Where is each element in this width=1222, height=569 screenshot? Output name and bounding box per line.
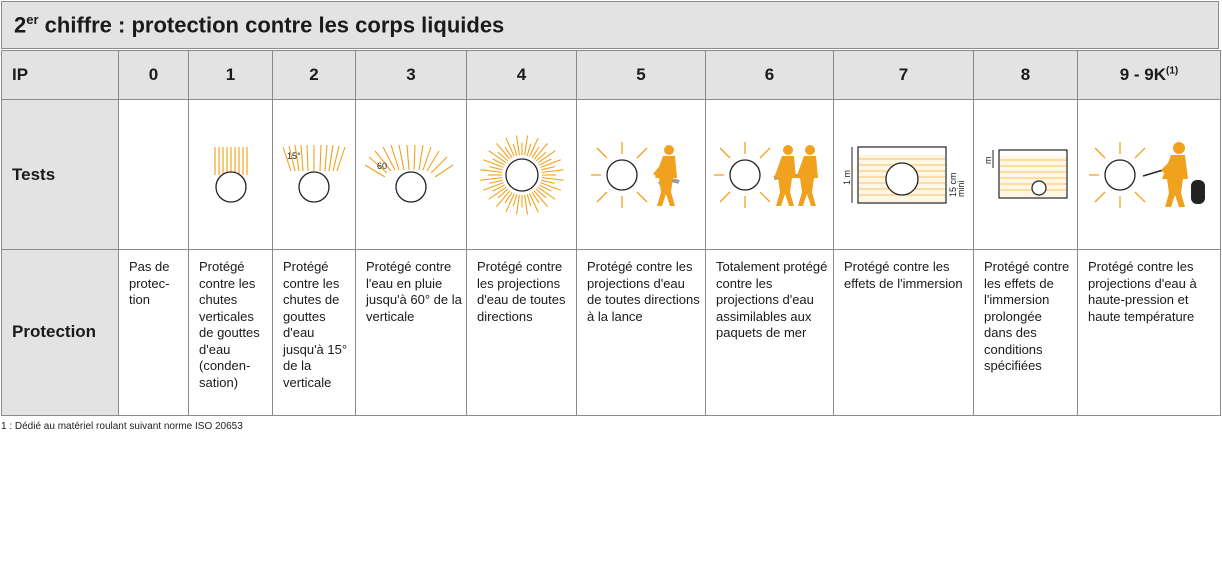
- protection-8: [974, 250, 1078, 416]
- protection-8-text: Protégé contre les effets de l'immersion prolongée dans des conditions spécifiées: [984, 259, 1070, 373]
- ip-label: IP: [2, 51, 119, 100]
- level-7: 7: [834, 51, 974, 100]
- protection-5-text: Protégé contre les projections d'eau de toutes directions à la lance: [587, 259, 700, 324]
- level-8: 8: [974, 51, 1078, 100]
- protection-row: [2, 250, 1221, 416]
- protection-4: [467, 250, 577, 416]
- splash-ray: [483, 159, 503, 167]
- test-2-cell: [273, 100, 356, 250]
- protection-5: [577, 250, 706, 416]
- protection-3: [356, 250, 467, 416]
- protection-0: [119, 250, 189, 416]
- level-2: 2: [273, 51, 356, 100]
- level-9: [1078, 51, 1221, 100]
- level-9-sup: (1): [1166, 65, 1179, 77]
- protection-4-text: Protégé contre les projections d'eau de toutes directions: [477, 259, 566, 324]
- rain-60-degree-icon: [363, 143, 459, 207]
- splash-ray: [505, 193, 513, 211]
- immersion-tank-icon: [842, 145, 966, 205]
- splash-ray: [516, 194, 519, 214]
- title-digit: 2: [14, 12, 27, 38]
- tests-row: [2, 100, 1221, 250]
- test-6-cell: [706, 100, 834, 250]
- protection-2-text: Protégé contre les chutes de gouttes d'eau jusqu'à 15° de la verticale: [283, 259, 348, 390]
- splash-ray: [541, 177, 563, 180]
- protection-1-text: Protégé contre les chutes verticales de gouttes d'eau (condensation): [199, 259, 260, 390]
- protection-label: Protection: [2, 250, 119, 416]
- level-0: 0: [119, 51, 189, 100]
- high-pressure-icon: [1087, 140, 1211, 210]
- protection-9-text: Protégé contre les projections d'eau à haute-pression et haute température: [1088, 259, 1197, 324]
- test-0-cell: [119, 100, 189, 250]
- level-6: 6: [706, 51, 834, 100]
- level-1: 1: [189, 51, 273, 100]
- depth-1m-label: 1 m: [841, 169, 852, 185]
- depth-m-label: m: [982, 156, 993, 164]
- title-bar: [1, 1, 1219, 49]
- depth-15cm-label: 15 cm: [947, 171, 958, 197]
- mini-label: mini: [955, 179, 966, 197]
- splash-ray: [497, 152, 507, 161]
- splash-ray: [489, 180, 503, 183]
- splash-ray: [536, 152, 546, 161]
- splash-ray: [540, 182, 560, 190]
- protection-7: [834, 250, 974, 416]
- protection-7-text: Protégé contre les effets de l'immersion: [844, 259, 963, 291]
- vertical-drops-icon: [201, 145, 261, 205]
- splash-ray: [529, 193, 537, 211]
- prolonged-immersion-icon: [981, 148, 1071, 202]
- test-9-cell: [1078, 100, 1221, 250]
- splash-ray: [497, 189, 507, 198]
- drops-15-degree-icon: [279, 143, 349, 207]
- test-1-cell: [189, 100, 273, 250]
- ip-table: [1, 50, 1221, 416]
- splash-ray: [489, 166, 503, 169]
- header-row: [2, 51, 1221, 100]
- level-9-text: 9 - 9K: [1119, 65, 1167, 84]
- splash-all-directions-icon: [474, 135, 570, 215]
- splash-ray: [516, 135, 519, 155]
- protection-6-text: Totalement protégé contre les projections d'eau assimilables aux paquets de mer: [716, 259, 828, 340]
- splash-ray: [529, 138, 537, 156]
- protection-0-text: Pas de protection: [129, 259, 170, 307]
- water-jet-icon: [589, 140, 693, 210]
- test-7-cell: [834, 100, 974, 250]
- test-4-cell: [467, 100, 577, 250]
- splash-ray: [480, 177, 502, 180]
- test-8-cell: [974, 100, 1078, 250]
- title-text: chiffre : protection contre les corps liquides: [38, 12, 505, 38]
- splash-ray: [524, 194, 527, 214]
- protection-9: [1078, 250, 1221, 416]
- splash-ray: [541, 169, 563, 172]
- level-3: 3: [356, 51, 467, 100]
- splash-ray: [536, 189, 546, 198]
- level-5: 5: [577, 51, 706, 100]
- splash-ray: [480, 169, 502, 172]
- page-title: [14, 12, 504, 38]
- title-sup: er: [26, 11, 39, 27]
- tests-label: Tests: [2, 100, 119, 250]
- angle-15-label: 15°: [287, 150, 301, 161]
- splash-ray: [505, 138, 513, 156]
- powerful-jet-icon: [712, 140, 828, 210]
- test-5-cell: [577, 100, 706, 250]
- level-4: 4: [467, 51, 577, 100]
- protection-6: [706, 250, 834, 416]
- protection-3-text: Protégé contre l'eau en pluie jusqu'à 60° de la verticale: [366, 259, 462, 324]
- test-3-cell: [356, 100, 467, 250]
- footnote: 1 : Dédié au matériel roulant suivant norme ISO 20653: [1, 421, 243, 432]
- splash-ray: [541, 166, 555, 169]
- angle-60-label: 60: [377, 160, 388, 171]
- protection-1: [189, 250, 273, 416]
- splash-ray: [541, 180, 555, 183]
- splash-ray: [540, 159, 560, 167]
- protection-2: [273, 250, 356, 416]
- splash-ray: [483, 182, 503, 190]
- splash-ray: [524, 135, 527, 155]
